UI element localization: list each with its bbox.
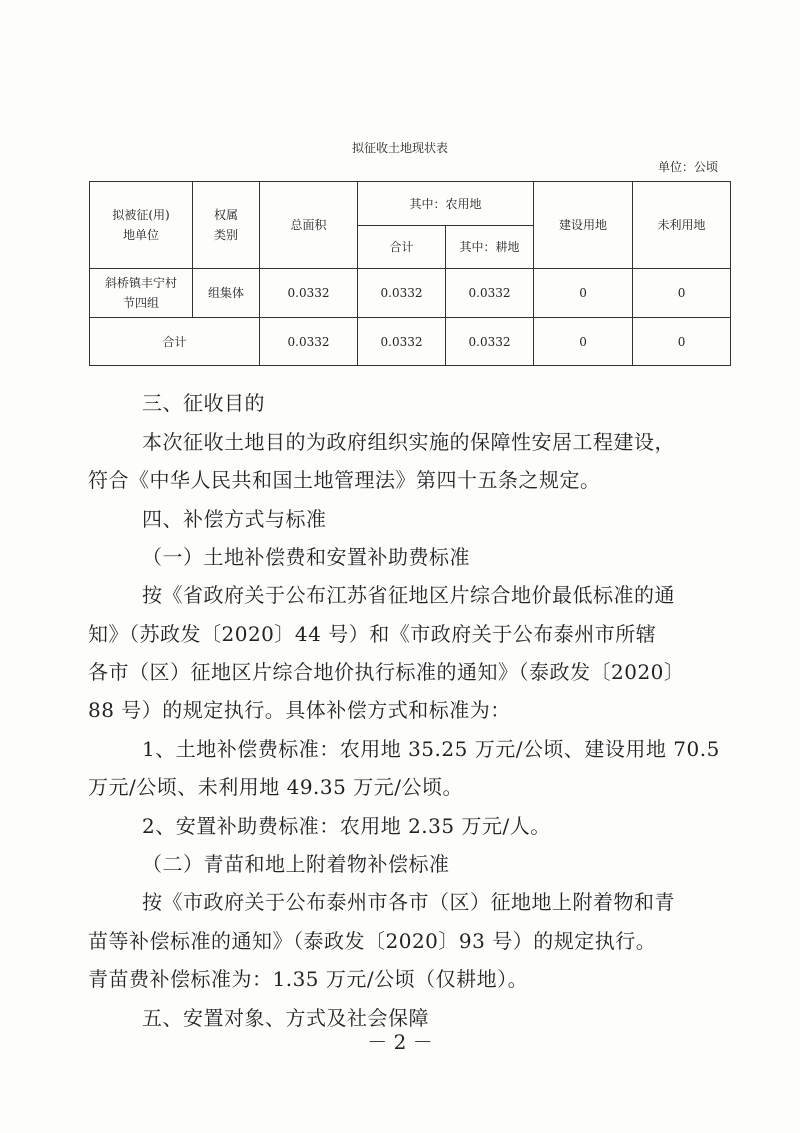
subsection-heading: （二）青苗和地上附着物补偿标准 — [142, 852, 450, 876]
body-line: 2、安置补助费标准：农用地 2.35 万元/人。 — [142, 814, 551, 838]
total-total: 0.0332 — [260, 318, 358, 366]
total-construction: 0 — [534, 318, 633, 366]
cell-agri: 0.0332 — [358, 269, 446, 318]
cell-total: 0.0332 — [260, 269, 358, 318]
body-line: 按《省政府关于公布江苏省征地区片综合地价最低标准的通 — [142, 583, 675, 607]
body-line: 青苗费补偿标准为：1.35 万元/公顷（仅耕地）。 — [88, 967, 529, 991]
total-label: 合计 — [90, 318, 260, 366]
cell-unit: 斜桥镇丰宁村 节四组 — [90, 269, 193, 318]
cell-arable: 0.0332 — [446, 269, 534, 318]
unit-label: 单位：公顷 — [657, 160, 718, 174]
subsection-heading: （一）土地补偿费和安置补助费标准 — [142, 545, 470, 569]
page-number: － 2 － — [367, 1030, 433, 1054]
body-line: 本次征收土地目的为政府组织实施的保障性安居工程建设， — [142, 430, 675, 454]
table-title: 拟征收土地现状表 — [351, 141, 448, 155]
header-unit: 拟被征(用) 地单位 — [90, 182, 193, 269]
total-row — [90, 318, 731, 366]
header-agri-subtotal: 合计 — [358, 226, 446, 269]
total-unused: 0 — [633, 318, 731, 366]
cell-unused: 0 — [633, 269, 731, 318]
header-construction: 建设用地 — [534, 182, 633, 269]
header-total-area: 总面积 — [260, 182, 358, 269]
cell-ownership: 组集体 — [193, 269, 260, 318]
land-status-table — [89, 181, 731, 366]
header-unused: 未利用地 — [633, 182, 731, 269]
header-agri-group: 其中：农用地 — [358, 182, 534, 226]
body-line: 各市（区）征地区片综合地价执行标准的通知》（泰政发〔2020〕 — [88, 660, 685, 684]
table-row — [90, 269, 731, 318]
body-line: 苗等补偿标准的通知》（泰政发〔2020〕93 号）的规定执行。 — [88, 929, 657, 953]
header-arable: 其中：耕地 — [446, 226, 534, 269]
section-heading: 四、补偿方式与标准 — [142, 507, 327, 531]
section-heading: 三、征收目的 — [142, 391, 265, 415]
body-line: 知》（苏政发〔2020〕44 号）和《市政府关于公布泰州市所辖 — [88, 622, 657, 646]
body-line: 88 号）的规定执行。具体补偿方式和标准为： — [88, 698, 511, 722]
total-agri: 0.0332 — [358, 318, 446, 366]
total-arable: 0.0332 — [446, 318, 534, 366]
header-ownership: 权属 类别 — [193, 182, 260, 269]
body-line: 万元/公顷、未利用地 49.35 万元/公顷。 — [88, 775, 463, 799]
body-line: 符合《中华人民共和国土地管理法》第四十五条之规定。 — [88, 468, 601, 492]
body-line: 按《市政府关于公布泰州市各市（区）征地地上附着物和青 — [142, 890, 675, 914]
cell-construction: 0 — [534, 269, 633, 318]
body-line: 1、土地补偿费标准：农用地 35.25 万元/公顷、建设用地 70.5 — [142, 737, 720, 761]
section-heading: 五、安置对象、方式及社会保障 — [142, 1006, 429, 1030]
